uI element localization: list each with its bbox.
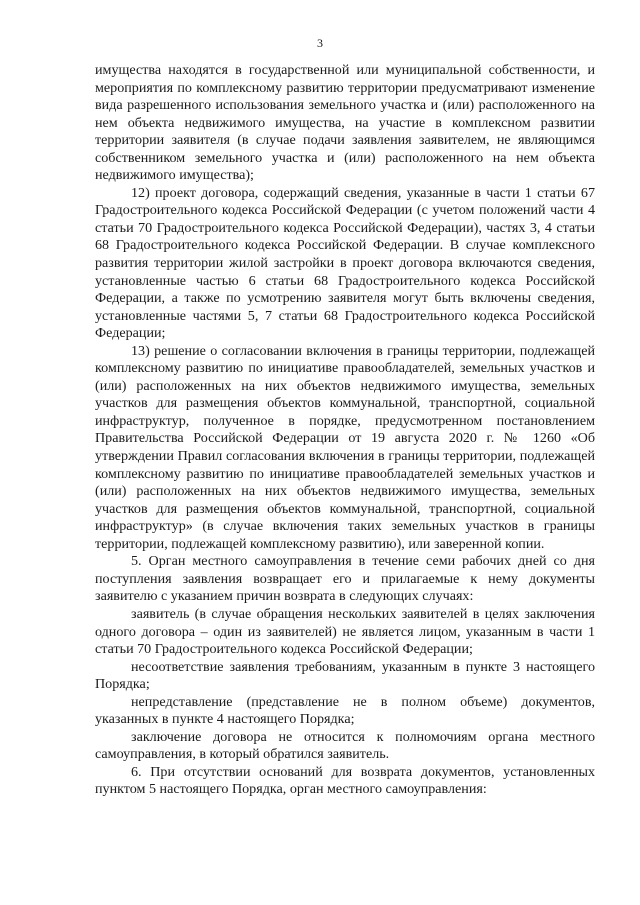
- paragraph-item-12: 12) проект договора, содержащий сведения, указанные в части 1 статьи 67 Градостроительного кодекса Российской Федерации (с учетом положений части 4 статьи 70 Градостроительного кодекса Российской Федерации), частях 3, 4 статьи 68 Градостроительного кодекса Российской Федерации. В случае комплексного развития территории жилой застройки в проект договора включаются сведения, установленные частью 6 статьи 68 Градостроительного кодекса Российской Федерации, а также по усмотрению заявителя могут быть включены сведения, установленные частями 5, 7 статьи 68 Градостроительного кодекса Российской Федерации;: [95, 184, 595, 342]
- page-number: 3: [317, 36, 323, 50]
- paragraph-clause-5-case-2: несоответствие заявления требованиям, указанным в пункте 3 настоящего Порядка;: [95, 658, 595, 693]
- paragraph-clause-5: 5. Орган местного самоуправления в течение семи рабочих дней со дня поступления заявления возвращает его и прилагаемые к нему документы заявителю с указанием причин возврата в следующих случаях:: [95, 553, 595, 605]
- paragraph-clause-5-case-4: заключение договора не относится к полномочиям органа местного самоуправления, в который обратился заявитель.: [95, 728, 595, 763]
- paragraph-clause-6: 6. При отсутствии оснований для возврата документов, установленных пунктом 5 настоящего Порядка, орган местного самоуправления:: [95, 763, 595, 798]
- paragraph-clause-5-case-3: непредставление (представление не в полном объеме) документов, указанных в пункте 4 настоящего Порядка;: [95, 693, 595, 728]
- document-body: [95, 62, 595, 799]
- paragraph-item-13: 13) решение о согласовании включения в границы территории, подлежащей комплексному развитию по инициативе правообладателей, земельных участков и (или) расположенных на них объектов недвижимого имущества, земельных участков для размещения объектов коммунальной, транспортной, социальной инфраструктур, полученное в порядке, предусмотренном постановлением Правительства Российской Федерации от 19 августа 2020 г. № 1260 «Об утверждении Правил согласования включения в границы территории, подлежащей комплексному развитию по инициативе правообладателей земельных участков и (или) расположенных на них объектов недвижимого имущества, земельных участков для размещения объектов коммунальной, транспортной, социальной инфраструктур» (в случае включения таких земельных участков в границы территории, подлежащей комплексному развитию), или заверенной копии.: [95, 342, 595, 552]
- paragraph-continuation: имущества находятся в государственной или муниципальной собственности, и мероприятия по комплексному развитию территории предусматривают изменение вида разрешенного использования земельного участка и (или) расположенного на нем объекта недвижимого имущества, на участие в комплексном развитии территории заявителя (в случае подачи заявления заявителем, не являющимся собственником земельного участка и (или) расположенного на нем объекта недвижимого имущества);: [95, 62, 595, 184]
- paragraph-clause-5-case-1: заявитель (в случае обращения нескольких заявителей в целях заключения одного договора – один из заявителей) не является лицом, указанным в части 1 статьи 70 Градостроительного кодекса Российской Федерации;: [95, 605, 595, 658]
